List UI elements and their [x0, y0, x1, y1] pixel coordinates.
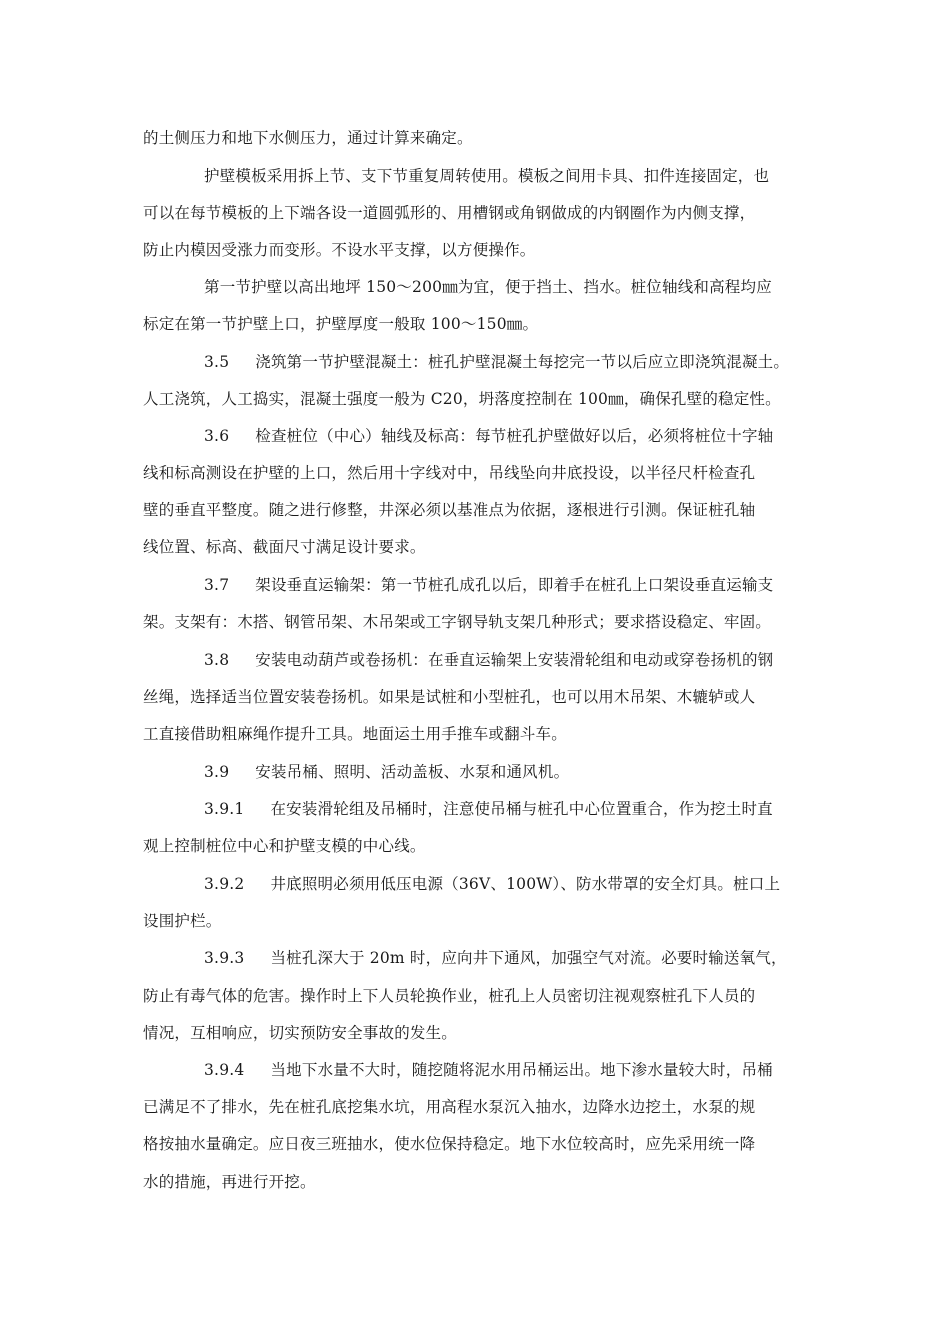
text-line: 护壁模板采用拆上节、支下节重复周转使用。模板之间用卡具、扣件连接固定，也 — [204, 167, 770, 185]
text-line: 防止有毒气体的危害。操作时上下人员轮换作业，桩孔上人员密切注视观察桩孔下人员的 — [143, 987, 756, 1005]
text-line: 丝绳，选择适当位置安装卷扬机。如果是试桩和小型桩孔，也可以用木吊架、木辘轳或人 — [143, 688, 756, 706]
section-number: 3.9 — [204, 763, 230, 781]
paragraph-first-line — [204, 948, 787, 968]
text-line: 架。支架有：木搭、钢管吊架、木吊架或工字钢导轨支架几种形式；要求搭设稳定、牢固。 — [143, 613, 772, 631]
section-number: 3.6 — [204, 427, 230, 445]
text-line: 安装吊桶、照明、活动盖板、水泵和通风机。 — [255, 763, 570, 781]
text-line: 人工浇筑，人工捣实，混凝土强度一般为 C20，坍落度控制在 100㎜，确保孔壁的稳定性。 — [143, 390, 781, 408]
text-line: 第一节护壁以高出地坪 150～200㎜为宜，便于挡土、挡水。桩位轴线和高程均应 — [204, 278, 772, 296]
paragraph-first-line — [204, 874, 780, 894]
section-number: 3.9.2 — [204, 875, 245, 893]
paragraph-first-line — [204, 650, 773, 670]
text-line: 防止内模因受涨力而变形。不设水平支撑，以方便操作。 — [143, 241, 536, 259]
paragraph-first-line — [204, 426, 773, 446]
text-line: 架设垂直运输架：第一节桩孔成孔以后，即着手在桩孔上口架设垂直运输支 — [255, 576, 774, 594]
paragraph-first-line — [204, 799, 773, 819]
text-line: 情况，互相响应，切实预防安全事故的发生。 — [143, 1024, 458, 1042]
text-line: 的土侧压力和地下水侧压力，通过计算来确定。 — [143, 129, 473, 147]
section-number: 3.9.3 — [204, 949, 245, 967]
text-line: 已满足不了排水，先在桩孔底挖集水坑，用高程水泵沉入抽水，边降水边挖土，水泵的规 — [143, 1098, 756, 1116]
text-line: 可以在每节模板的上下端各设一道圆弧形的、用槽钢或角钢做成的内钢圈作为内侧支撑， — [143, 204, 756, 222]
paragraph-first-line — [204, 762, 569, 782]
section-number: 3.5 — [204, 353, 230, 371]
text-line: 在安装滑轮组及吊桶时，注意使吊桶与桩孔中心位置重合，作为挖土时直 — [270, 800, 773, 818]
text-line: 设围护栏。 — [143, 912, 222, 930]
section-number: 3.8 — [204, 651, 230, 669]
paragraph-first-line — [204, 1060, 773, 1080]
paragraph-first-line — [204, 575, 773, 595]
text-line: 壁的垂直平整度。随之进行修整，井深必须以基准点为依据，逐根进行引测。保证桩孔轴 — [143, 501, 756, 519]
paragraph-first-line — [204, 352, 789, 372]
text-line: 检查桩位（中心）轴线及标高：每节桩孔护壁做好以后，必须将桩位十字轴 — [255, 427, 774, 445]
text-line: 工直接借助粗麻绳作提升工具。地面运土用手推车或翻斗车。 — [143, 725, 567, 743]
text-line: 观上控制桩位中心和护壁支模的中心线。 — [143, 837, 426, 855]
text-line: 水的措施，再进行开挖。 — [143, 1173, 316, 1191]
text-line: 格按抽水量确定。应日夜三班抽水，使水位保持稳定。地下水位较高时，应先采用统一降 — [143, 1135, 756, 1153]
text-line: 浇筑第一节护壁混凝土：桩孔护壁混凝土每挖完一节以后应立即浇筑混凝土。 — [255, 353, 790, 371]
section-number: 3.9.1 — [204, 800, 245, 818]
text-line: 当桩孔深大于 20m 时，应向井下通风，加强空气对流。必要时输送氧气， — [270, 949, 787, 967]
text-line: 线位置、标高、截面尺寸满足设计要求。 — [143, 538, 426, 556]
text-line: 当地下水量不大时，随挖随将泥水用吊桶运出。地下渗水量较大时，吊桶 — [270, 1061, 773, 1079]
text-line: 安装电动葫芦或卷扬机：在垂直运输架上安装滑轮组和电动或穿卷扬机的钢 — [255, 651, 774, 669]
text-line: 井底照明必须用低压电源（36V、100W）、防水带罩的安全灯具。桩口上 — [270, 875, 781, 893]
section-number: 3.7 — [204, 576, 230, 594]
text-line: 线和标高测设在护壁的上口，然后用十字线对中，吊线坠向井底投设，以半径尺杆检查孔 — [143, 464, 756, 482]
text-line: 标定在第一节护壁上口，护壁厚度一般取 100～150㎜。 — [143, 315, 539, 333]
section-number: 3.9.4 — [204, 1061, 245, 1079]
